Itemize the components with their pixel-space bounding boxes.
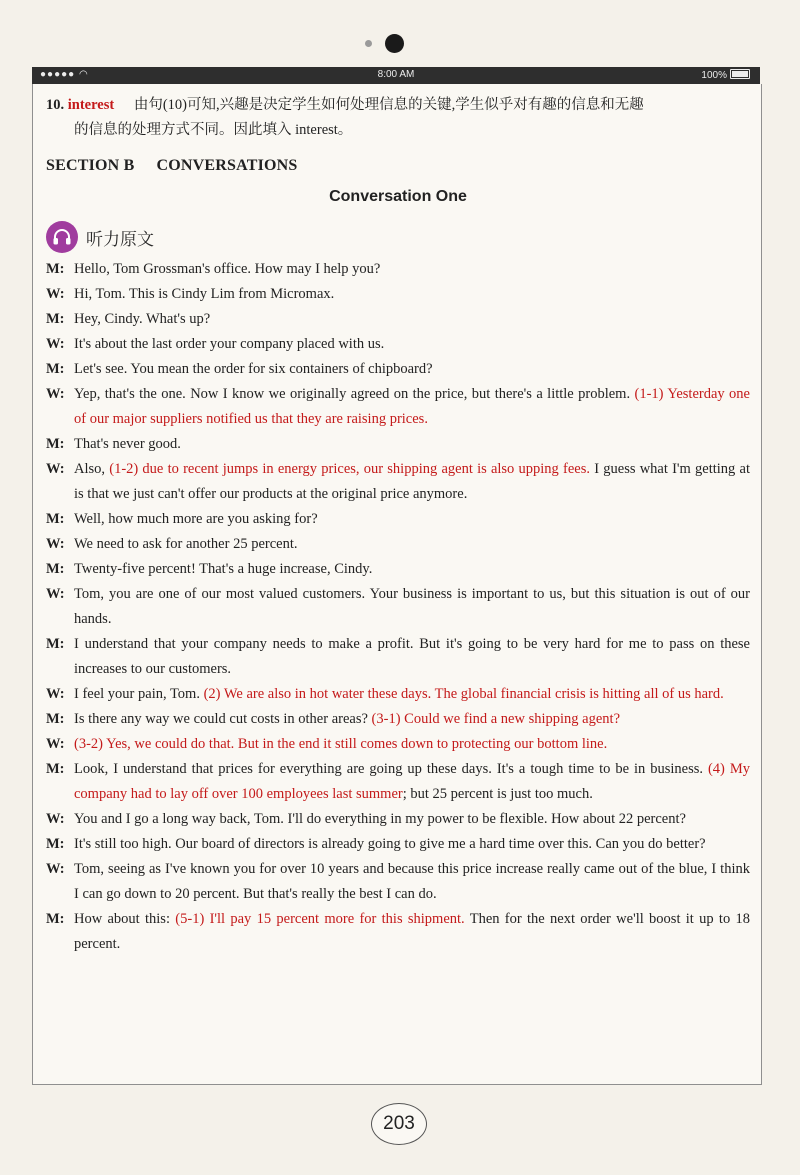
utterance-segment: Hey, Cindy. What's up? xyxy=(74,311,211,327)
utterance-segment: You and I go a long way back, Tom. I'll do everything in my power to be flexible. How about 22 percent? xyxy=(74,811,686,827)
dialogue-transcript xyxy=(46,257,750,957)
listening-transcript-label: 听力原文 xyxy=(86,229,154,250)
dialogue-line xyxy=(46,707,750,732)
speaker-label: W: xyxy=(46,286,65,302)
dialogue-line xyxy=(46,532,750,557)
dialogue-line xyxy=(46,307,750,332)
dialogue-line xyxy=(46,457,750,507)
speaker-label: M: xyxy=(46,361,65,377)
utterance-text xyxy=(74,582,750,632)
speaker-label: W: xyxy=(46,736,65,752)
utterance-text xyxy=(74,357,750,382)
speaker-label: M: xyxy=(46,436,65,452)
dialogue-line xyxy=(46,907,750,957)
speaker-label: M: xyxy=(46,761,65,777)
utterance-text xyxy=(74,857,750,907)
dialogue-line xyxy=(46,682,750,707)
dialogue-line xyxy=(46,282,750,307)
speaker-label: M: xyxy=(46,836,65,852)
utterance-text xyxy=(74,432,750,457)
utterance-segment: Well, how much more are you asking for? xyxy=(74,511,318,527)
utterance-text xyxy=(74,832,750,857)
speaker-label: M: xyxy=(46,261,65,277)
utterance-segment: Let's see. You mean the order for six containers of chipboard? xyxy=(74,361,433,377)
utterance-segment: Look, I understand that prices for everything are going up these days. It's a tough time to be in business. xyxy=(74,761,708,777)
utterance-segment: We need to ask for another 25 percent. xyxy=(74,536,298,552)
dialogue-line xyxy=(46,557,750,582)
speaker-label: W: xyxy=(46,811,65,827)
utterance-text xyxy=(74,707,750,732)
speaker-label: W: xyxy=(46,386,65,402)
utterance-segment: Hi, Tom. This is Cindy Lim from Micromax. xyxy=(74,286,335,302)
explanation-line-2: 的信息的处理方式不同。因此填入 interest。 xyxy=(74,122,353,138)
utterance-segment: It's still too high. Our board of directors is already going to give me a hard time over this. Can you do better? xyxy=(74,836,706,852)
utterance-segment: I guess what I'm getting at is that we just can't offer our products at the original price anymore. xyxy=(74,461,750,502)
question-number: 10. xyxy=(46,97,65,113)
speaker-label: M: xyxy=(46,636,65,652)
status-bar xyxy=(32,67,760,84)
utterance-text xyxy=(74,907,750,957)
utterance-segment: ; but 25 percent is just too much. xyxy=(402,786,593,802)
utterance-segment: I feel your pain, Tom. xyxy=(74,686,204,702)
tablet-camera-dots xyxy=(0,34,800,54)
speaker-label: M: xyxy=(46,511,65,527)
explanation-line-1: 由句(10)可知,兴趣是决定学生如何处理信息的关键,学生似乎对有趣的信息和无趣 xyxy=(133,97,644,113)
status-battery: 100% xyxy=(701,69,750,81)
listening-transcript-header xyxy=(46,221,750,253)
utterance-segment: It's about the last order your company placed with us. xyxy=(74,336,385,352)
dialogue-line xyxy=(46,357,750,382)
answer-highlight: (1-1) Yesterday one of our major suppliers notified us that they are raising prices. xyxy=(74,386,750,427)
page-indicator-dot-active[interactable] xyxy=(385,34,404,53)
utterance-text xyxy=(74,757,750,807)
answer-highlight: (2) We are also in hot water these days. The global financial crisis is hitting all of us hard. xyxy=(203,686,724,702)
speaker-label: W: xyxy=(46,336,65,352)
utterance-text xyxy=(74,632,750,682)
utterance-segment: That's never good. xyxy=(74,436,181,452)
utterance-segment: Then for the next order we'll boost it up to 18 percent. xyxy=(74,911,750,952)
dialogue-line xyxy=(46,332,750,357)
page-content xyxy=(46,93,750,957)
utterance-segment: How about this: xyxy=(74,911,176,927)
dialogue-line xyxy=(46,807,750,832)
utterance-text xyxy=(74,807,750,832)
page-indicator-dot-inactive[interactable] xyxy=(365,40,372,47)
answer-highlight: (3-1) Could we find a new shipping agent? xyxy=(371,711,621,727)
utterance-text xyxy=(74,307,750,332)
answer-highlight: (3-2) Yes, we could do that. But in the end it still comes down to protecting our bottom line. xyxy=(74,736,608,752)
dialogue-line xyxy=(46,582,750,632)
dialogue-line xyxy=(46,432,750,457)
wifi-icon: ◠ xyxy=(78,69,89,80)
answer-word: interest xyxy=(67,97,115,113)
headphones-icon[interactable] xyxy=(46,221,78,253)
utterance-text xyxy=(74,382,750,432)
status-time: 8:00 AM xyxy=(377,69,415,80)
speaker-label: W: xyxy=(46,461,65,477)
utterance-text xyxy=(74,532,750,557)
speaker-label: M: xyxy=(46,561,65,577)
answer-explanation xyxy=(46,93,750,143)
dialogue-line xyxy=(46,757,750,807)
section-heading: SECTION B CONVERSATIONS xyxy=(46,157,298,174)
speaker-label: W: xyxy=(46,861,65,877)
speaker-label: M: xyxy=(46,711,65,727)
utterance-text xyxy=(74,682,750,707)
battery-icon xyxy=(730,69,750,79)
utterance-text xyxy=(74,507,750,532)
conversation-title: Conversation One xyxy=(329,188,467,205)
answer-highlight: (5-1) I'll pay 15 percent more for this shipment. xyxy=(175,911,465,927)
utterance-segment: Is there any way we could cut costs in other areas? xyxy=(74,711,372,727)
dialogue-line xyxy=(46,857,750,907)
utterance-text xyxy=(74,457,750,507)
speaker-label: M: xyxy=(46,911,65,927)
page-number: 203 xyxy=(371,1103,427,1145)
utterance-text xyxy=(74,732,750,757)
utterance-segment: Yep, that's the one. Now I know we originally agreed on the price, but there's a little problem. xyxy=(74,386,635,402)
signal-icon: ●●●●● ◠ xyxy=(40,69,89,80)
speaker-label: W: xyxy=(46,586,65,602)
utterance-segment: Hello, Tom Grossman's office. How may I help you? xyxy=(74,261,381,277)
dialogue-line xyxy=(46,732,750,757)
dialogue-line xyxy=(46,382,750,432)
answer-highlight: (4) My company had to lay off over 100 employees last summer xyxy=(74,761,750,802)
dialogue-line xyxy=(46,632,750,682)
dialogue-line xyxy=(46,832,750,857)
utterance-text xyxy=(74,257,750,282)
utterance-segment: Tom, seeing as I've known you for over 10 years and because this price increase really came out of the blue, I think I can go down to 20 percent. But that's really the best I can do. xyxy=(74,861,750,902)
dialogue-line xyxy=(46,507,750,532)
answer-highlight: (1-2) due to recent jumps in energy prices, our shipping agent is also upping fees. xyxy=(109,461,590,477)
utterance-segment: I understand that your company needs to make a profit. But it's going to be very hard for me to pass on these increases to our customers. xyxy=(74,636,750,677)
speaker-label: M: xyxy=(46,311,65,327)
utterance-segment: Twenty-five percent! That's a huge increase, Cindy. xyxy=(74,561,373,577)
utterance-segment: Also, xyxy=(74,461,110,477)
speaker-label: W: xyxy=(46,686,65,702)
utterance-text xyxy=(74,332,750,357)
utterance-segment: Tom, you are one of our most valued customers. Your business is important to us, but this situation is out of our hands. xyxy=(74,586,750,627)
speaker-label: W: xyxy=(46,536,65,552)
utterance-text xyxy=(74,282,750,307)
utterance-text xyxy=(74,557,750,582)
dialogue-line xyxy=(46,257,750,282)
